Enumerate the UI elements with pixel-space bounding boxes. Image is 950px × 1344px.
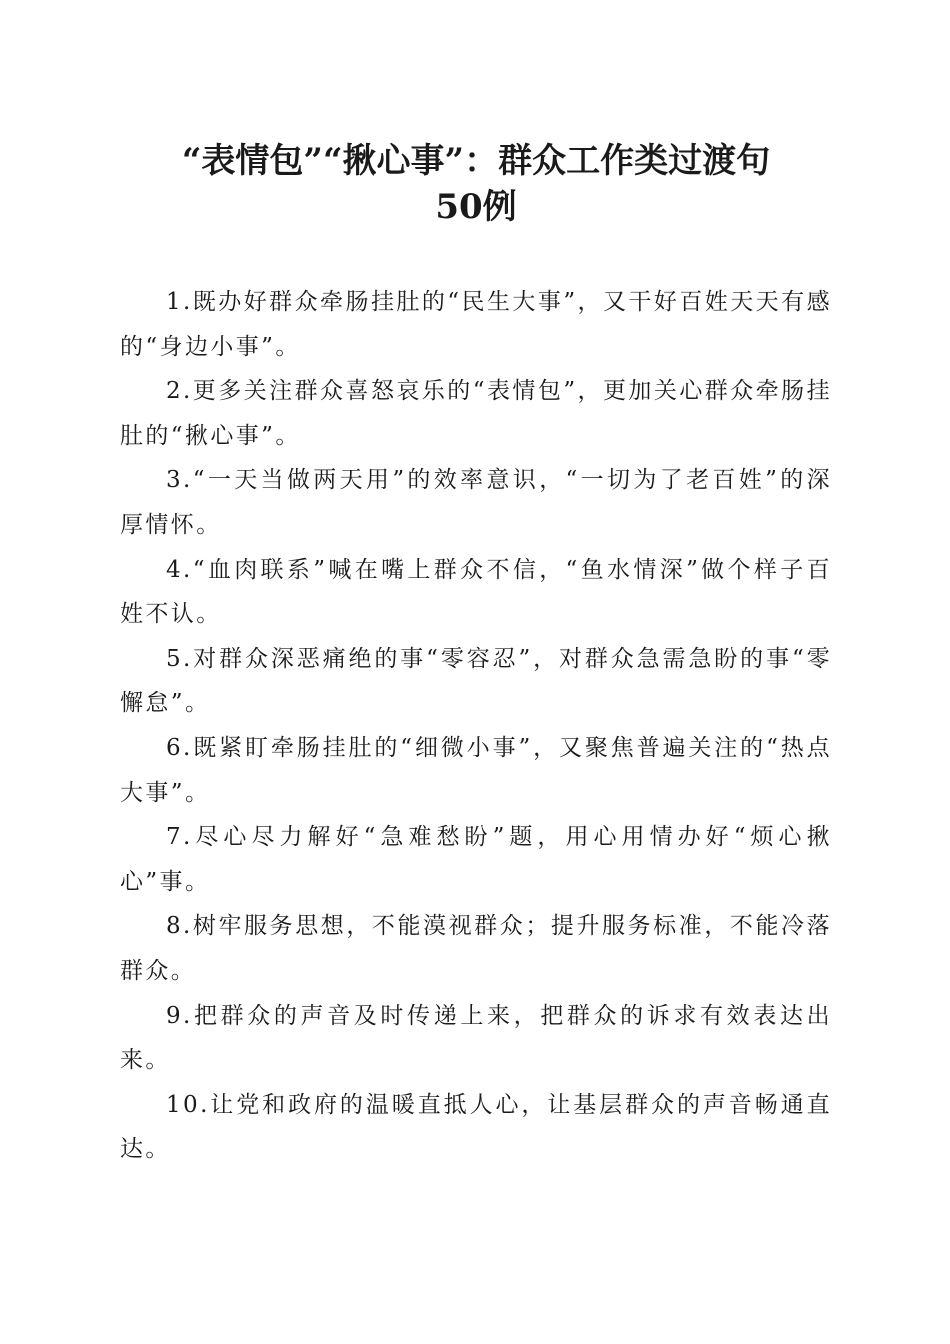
list-item: 1.既办好群众牵肠挂肚的“民生大事”，又干好百姓天天有感的“身边小事”。 bbox=[120, 289, 832, 360]
list-item: 5.对群众深恶痛绝的事“零容忍”，对群众急需急盼的事“零懈怠”。 bbox=[120, 645, 832, 717]
title-line-2: 50例 bbox=[435, 187, 517, 227]
document-title bbox=[120, 138, 832, 230]
list-item: 2.更多关注群众喜怒哀乐的“表情包”，更加关心群众牵肠挂肚的“揪心事”。 bbox=[120, 378, 832, 449]
list-item: 8.树牢服务思想，不能漠视群众；提升服务标准，不能冷落群众。 bbox=[120, 913, 832, 984]
title-line-1: “表情包”“揪心事”：群众工作类过渡句 bbox=[181, 141, 771, 181]
list-item: 10.让党和政府的温暖直抵人心，让基层群众的声音畅通直达。 bbox=[120, 1091, 832, 1163]
list-item: 6.既紧盯牵肠挂肚的“细微小事”，又聚焦普遍关注的“热点大事”。 bbox=[120, 734, 832, 806]
sentence-list bbox=[120, 280, 832, 1172]
list-item: 3.“一天当做两天用”的效率意识，“一切为了老百姓”的深厚情怀。 bbox=[120, 467, 832, 538]
list-item: 4.“血肉联系”喊在嘴上群众不信，“鱼水情深”做个样子百姓不认。 bbox=[120, 556, 832, 628]
list-item: 9.把群众的声音及时传递上来，把群众的诉求有效表达出来。 bbox=[120, 1002, 832, 1074]
list-item: 7.尽心尽力解好“急难愁盼”题，用心用情办好“烦心揪心”事。 bbox=[120, 824, 832, 895]
